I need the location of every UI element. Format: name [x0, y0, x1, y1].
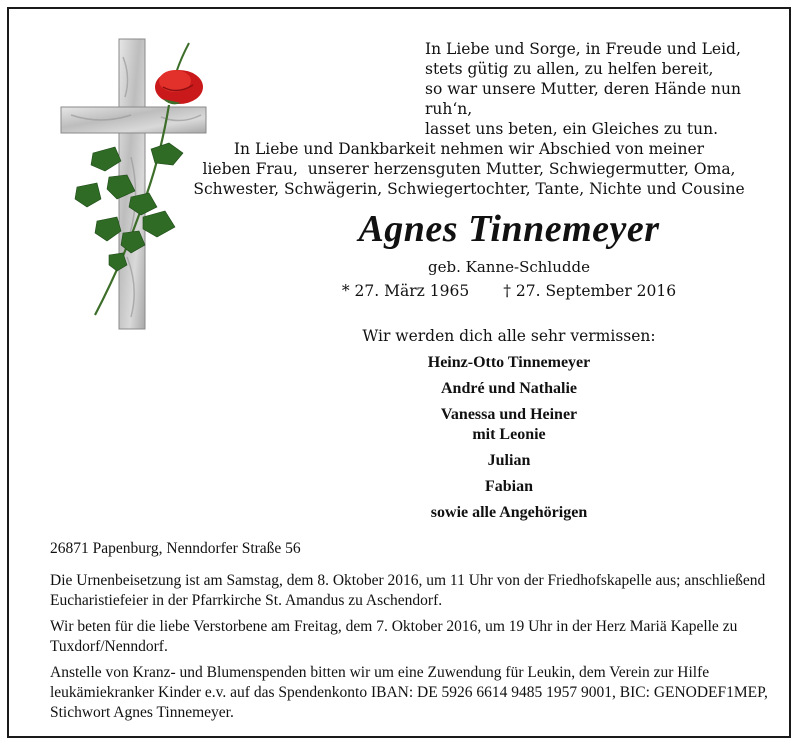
birth-date: * 27. März 1965 [341, 282, 470, 300]
maiden-name: geb. Kanne-Schludde [428, 258, 590, 276]
mourner-name: Heinz-Otto Tinnemeyer [427, 354, 591, 371]
intro-line: lieben Frau, unserer herzensguten Mutter, Schwiegermutter, Oma, [202, 160, 736, 178]
mourner-name: sowie alle Angehörigen [430, 504, 588, 521]
intro-line: Schwester, Schwägerin, Schwiegertochter, Tante, Nichte und Cousine [193, 180, 745, 198]
mourner-name: Julian [487, 452, 531, 469]
life-dates [299, 282, 719, 300]
mourner-name: André und Nathalie [440, 380, 578, 397]
donation-notice: Anstelle von Kranz- und Blumenspenden bitten wir um eine Zuwendung für Leukin, dem Verein zur Hilfe leukämiekranker Kinder e.v. auf das Spendenkonto IBAN: DE 5926 6614 9485 1957 9001, BIC: GENODEF1MEP, Stichwort Agnes Tinnemeyer. [50, 664, 768, 721]
death-date: † 27. September 2016 [503, 282, 677, 300]
intro-line: In Liebe und Dankbarkeit nehmen wir Abschied von meiner [233, 140, 705, 158]
urn-burial-notice: Die Urnenbeisetzung ist am Samstag, dem 8. Oktober 2016, um 11 Uhr von der Friedhofskapelle aus; anschließend Eucharistiefeier in der Pfarrkirche St. Amandus zu Aschendorf. [50, 572, 766, 609]
deceased-name: Agnes Tinnemeyer [358, 208, 660, 250]
mourner-name: mit Leonie [472, 426, 546, 443]
mourning-line: Wir werden dich alle sehr vermissen: [362, 327, 656, 345]
poem-line: stets gütig zu allen, zu helfen bereit, [425, 60, 714, 78]
memorial-poem [425, 39, 775, 139]
mourner-name: Fabian [484, 478, 533, 495]
farewell-intro [159, 139, 779, 199]
obituary-ad [7, 7, 791, 738]
poem-line: lasset uns beten, ein Gleiches zu tun. [425, 120, 719, 138]
poem-line: In Liebe und Sorge, in Freude und Leid, [425, 40, 741, 58]
mourner-group [299, 405, 719, 445]
mourners-list [299, 353, 719, 529]
prayer-notice: Wir beten für die liebe Verstorbene am Freitag, dem 7. Oktober 2016, um 19 Uhr in der Herz Mariä Kapelle zu Tuxdorf/Nenndorf. [50, 618, 738, 655]
poem-line: so war unsere Mutter, deren Hände nun ruh‘n, [425, 80, 742, 118]
mourner-name: Vanessa und Heiner [440, 406, 578, 423]
family-address: 26871 Papenburg, Nenndorfer Straße 56 [50, 540, 301, 557]
